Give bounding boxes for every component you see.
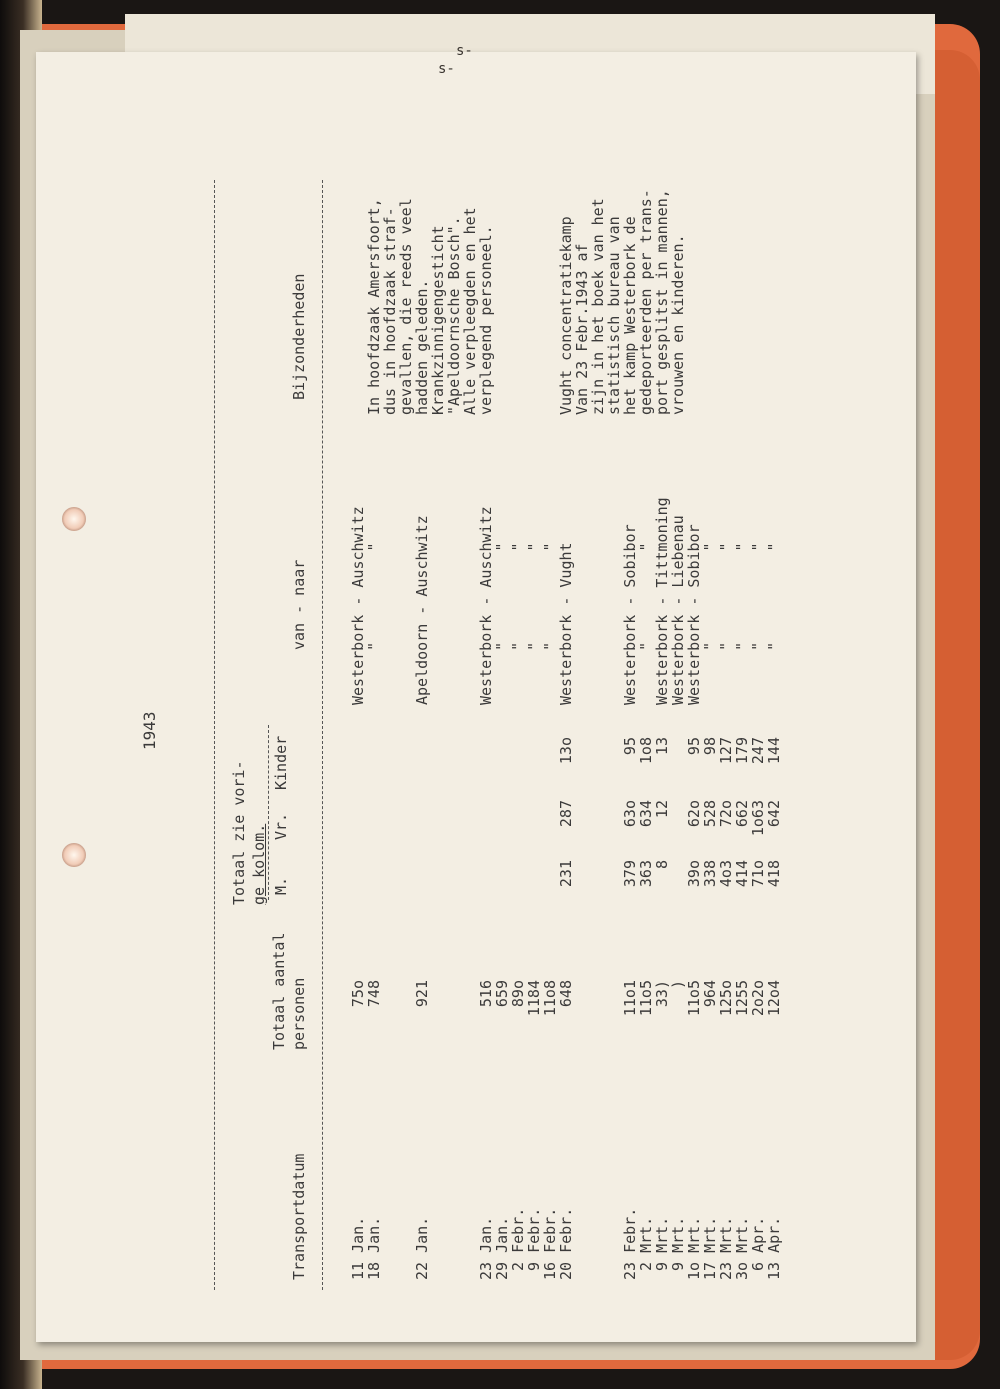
cell-children: 95	[621, 737, 639, 756]
cell-route: Westerbork - Auschwitz	[349, 506, 367, 705]
cell-children: 127	[717, 737, 735, 765]
dashed-rule-split	[268, 725, 269, 900]
cell-men: 414	[733, 860, 751, 888]
table-row	[350, 150, 366, 1290]
cell-women: 528	[701, 800, 719, 828]
cell-route: Westerbork - Liebenau	[669, 515, 687, 705]
header-total-line1: Totaal aantal	[270, 932, 288, 1050]
cell-total: 748	[365, 980, 383, 1008]
cell-children: 13	[653, 737, 671, 756]
remark-line: hadden geleden.	[413, 279, 431, 415]
cell-men: 39o	[685, 860, 703, 888]
cell-date: 18 Jan.	[365, 1216, 383, 1280]
cell-men: 8	[653, 860, 671, 870]
cell-route: Westerbork - Sobibor	[621, 524, 639, 705]
cell-men: 338	[701, 860, 719, 888]
cell-date: 2 Mrt.	[637, 1216, 655, 1280]
remark-line: zijn in het boek van het	[589, 198, 607, 415]
cell-women: 62o	[685, 800, 703, 828]
cell-men: 231	[557, 860, 575, 888]
cell-men: 418	[765, 860, 783, 888]
cell-date: 3o Mrt.	[733, 1216, 751, 1280]
cell-total: 1184	[525, 980, 543, 1017]
cell-date: 22 Jan.	[413, 1216, 431, 1280]
header-total-line2: personen	[290, 977, 308, 1050]
cell-date: 23 Mrt.	[717, 1216, 735, 1280]
cell-route: " "	[541, 542, 559, 705]
cell-children: 247	[749, 737, 767, 765]
remark-line: Vught concentratiekamp	[557, 216, 575, 415]
remark-line: "Apeldoornsche Bosch".	[445, 216, 463, 415]
cell-route: " "	[701, 542, 719, 705]
cell-route: Westerbork - Sobibor	[685, 524, 703, 705]
cell-total: 75o	[349, 980, 367, 1008]
cell-total: 89o	[509, 980, 527, 1008]
cell-women: 63o	[621, 800, 639, 828]
cell-total: 648	[557, 980, 575, 1008]
remark-line: verplegend personeel.	[477, 225, 495, 415]
cell-route: " "	[525, 542, 543, 705]
cell-total: 33)	[653, 980, 671, 1008]
cell-route: " "	[365, 542, 383, 705]
cell-total: 11o1	[621, 980, 639, 1017]
remark-line: Krankzinnigengesticht	[429, 225, 447, 415]
punch-hole-upper	[62, 507, 86, 531]
table-row	[526, 150, 542, 1290]
remark-line: vrouwen en kinderen.	[669, 234, 687, 415]
cell-route: Westerbork - Auschwitz	[477, 506, 495, 705]
cell-route: " "	[493, 542, 511, 705]
remark-line: het kamp Westerbork de	[621, 216, 639, 415]
table-row	[766, 150, 782, 1290]
remark-line: port gesplitst in mannen,	[653, 189, 671, 415]
remark-line: gedeporteerden per trans-	[637, 189, 655, 415]
cell-date: 13 Apr.	[765, 1216, 783, 1280]
folder-flap	[930, 50, 980, 1360]
cell-date: 20 Febr.	[557, 1207, 575, 1280]
remark-line: Van 23 Febr.1943 af	[573, 243, 591, 415]
header-split-line1: Totaal zie vori-	[230, 760, 248, 905]
cell-men: 363	[637, 860, 655, 888]
cell-date: 2 Febr.	[509, 1207, 527, 1280]
cell-total: )	[669, 980, 687, 1008]
header-remarks: Bijzonderheden	[290, 273, 308, 400]
cell-total: 11o5	[637, 980, 655, 1017]
cell-women: 642	[765, 800, 783, 828]
cell-children: 1o8	[637, 737, 655, 765]
cell-date: 29 Jan.	[493, 1216, 511, 1280]
table-row	[734, 150, 750, 1290]
cell-total: 125o	[717, 980, 735, 1017]
cell-date: 17 Mrt.	[701, 1216, 719, 1280]
header-route: van - naar	[290, 559, 308, 650]
cell-total: 11o8	[541, 980, 559, 1017]
remark-line: statistisch bureau van	[605, 216, 623, 415]
cell-total: 516	[477, 980, 495, 1008]
remark-line: Alle verpleegden en het	[461, 207, 479, 415]
cell-total: 921	[413, 980, 431, 1008]
cell-route: " "	[509, 542, 527, 705]
cell-route: Westerbork - Vught	[557, 542, 575, 705]
header-split-line2: ge kolom.	[250, 823, 268, 905]
cell-total: 2o2o	[749, 980, 767, 1017]
cell-children: 13o	[557, 737, 575, 765]
rotated-table-page	[140, 150, 820, 1290]
cell-total: 964	[701, 980, 719, 1008]
cell-children: 98	[701, 737, 719, 756]
cell-date: 23 Febr.	[621, 1207, 639, 1280]
cell-date: 9 Mrt.	[669, 1216, 687, 1280]
cell-date: 23 Jan.	[477, 1216, 495, 1280]
remark-line: dus in hoofdzaak straf-	[381, 207, 399, 415]
remark-line: In hoofdzaak Amersfoort,	[365, 198, 383, 415]
table-row	[542, 150, 558, 1290]
header-vr: Vr.	[272, 812, 290, 840]
header-kinder: Kinder	[272, 735, 290, 790]
cell-route: " "	[765, 542, 783, 705]
table-row	[702, 150, 718, 1290]
dashed-rule-top	[214, 180, 215, 1290]
cell-men: 379	[621, 860, 639, 888]
cell-total: 11o5	[685, 980, 703, 1017]
cell-children: 144	[765, 737, 783, 765]
cell-women: 1o63	[749, 800, 767, 837]
cell-date: 16 Febr.	[541, 1207, 559, 1280]
cell-date: 1o Mrt.	[685, 1216, 703, 1280]
edge-mark-s1: s-	[438, 61, 455, 77]
table-row	[686, 150, 702, 1290]
cell-route: " "	[637, 542, 655, 705]
remark-line: gevallen, die reeds veel	[397, 198, 415, 415]
edge-mark-s2: s-	[456, 43, 473, 59]
cell-men: 71o	[749, 860, 767, 888]
cell-date: 9 Mrt.	[653, 1216, 671, 1280]
cell-route: " "	[717, 542, 735, 705]
dashed-rule-header	[322, 180, 323, 1290]
cell-date: 11 Jan.	[349, 1216, 367, 1280]
cell-women: 634	[637, 800, 655, 828]
cell-route: Apeldoorn - Auschwitz	[413, 515, 431, 705]
cell-total: 12o4	[765, 980, 783, 1017]
cell-women: 72o	[717, 800, 735, 828]
table-row	[750, 150, 766, 1290]
table-row	[494, 150, 510, 1290]
cell-men: 4o3	[717, 860, 735, 888]
table-row	[510, 150, 526, 1290]
cell-route: Westerbork - Tittmoning	[653, 497, 671, 705]
header-date: Transportdatum	[290, 1153, 308, 1280]
cell-children: 179	[733, 737, 751, 765]
cell-women: 287	[557, 800, 575, 828]
cell-total: 1255	[733, 980, 751, 1017]
cell-women: 12	[653, 800, 671, 819]
cell-total: 659	[493, 980, 511, 1008]
cell-children: 95	[685, 737, 703, 756]
punch-hole-lower	[62, 843, 86, 867]
cell-date: 6 Apr.	[749, 1216, 767, 1280]
header-m: M.	[272, 876, 290, 895]
cell-date: 9 Febr.	[525, 1207, 543, 1280]
page-year: 1943	[140, 711, 159, 750]
cell-women: 662	[733, 800, 751, 828]
table-row	[718, 150, 734, 1290]
cell-route: " "	[749, 542, 767, 705]
cell-route: " "	[733, 542, 751, 705]
